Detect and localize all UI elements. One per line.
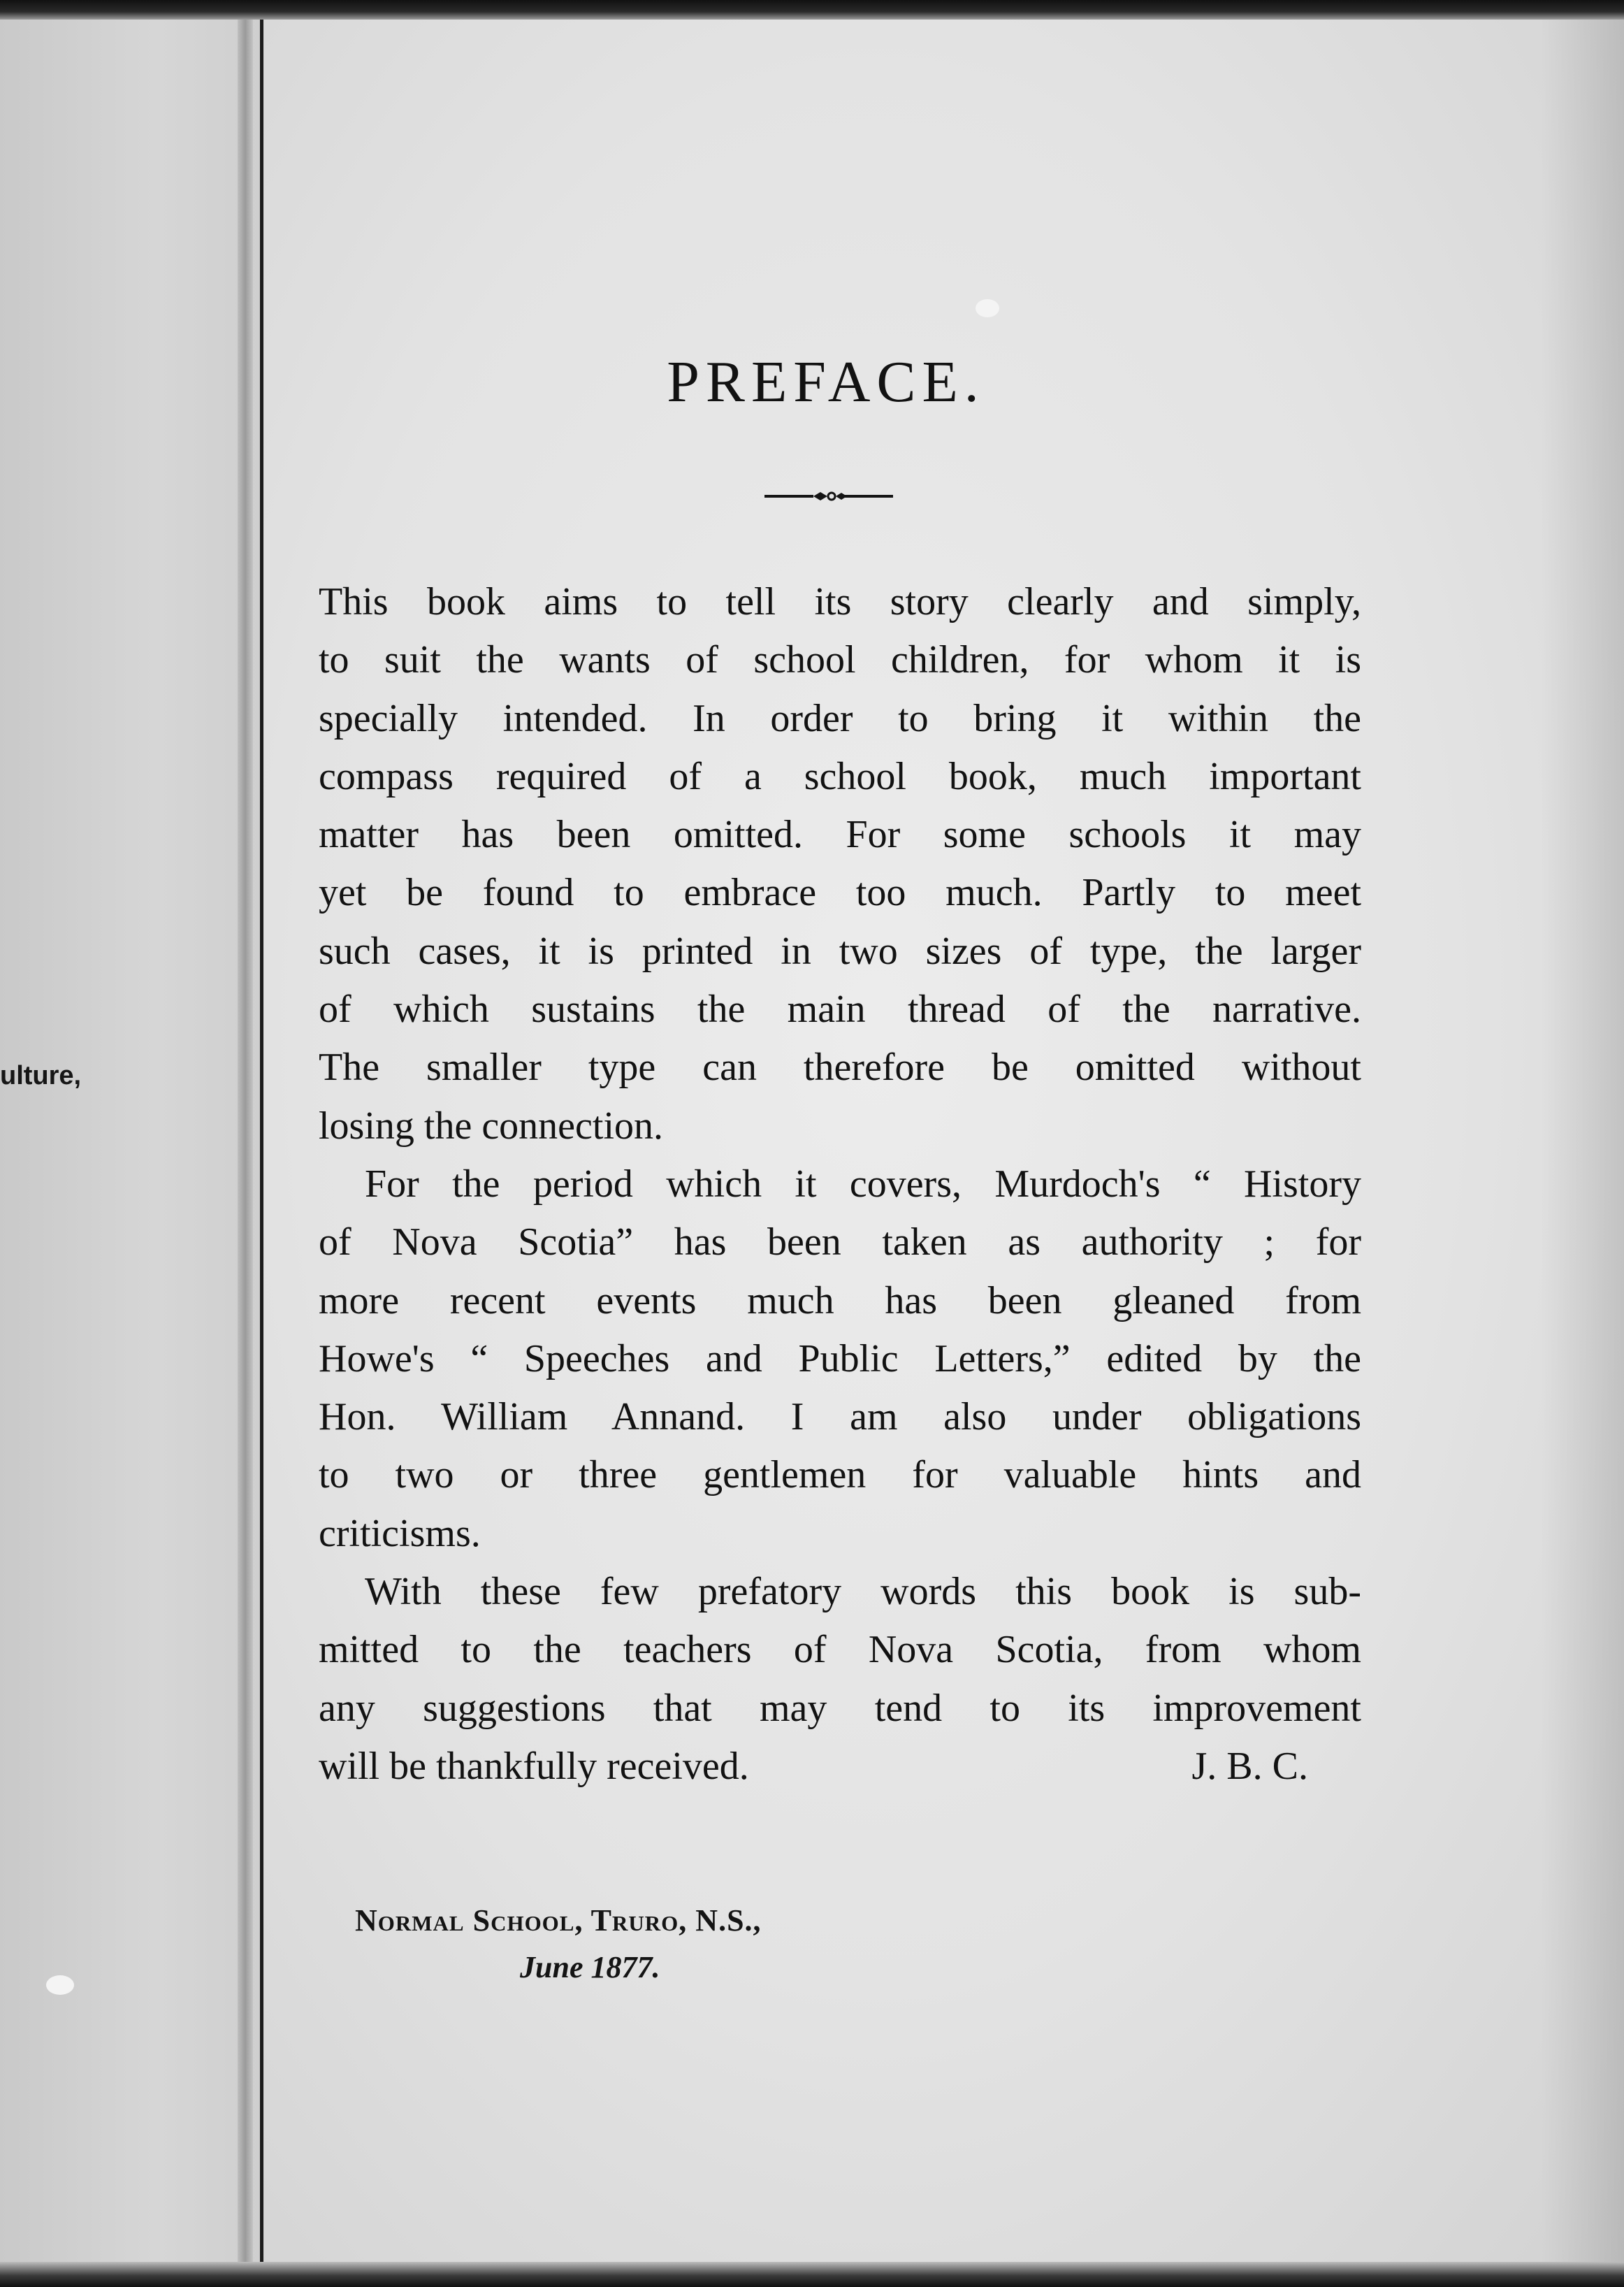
- text-line: This book aims to tell its story clearly and simply,: [319, 580, 1361, 623]
- text-line: of which sustains the main thread of the narrative.: [319, 988, 1361, 1032]
- text-line: specially intended. In order to bring it within the: [319, 696, 1361, 740]
- title-ornament-rule: [764, 489, 893, 503]
- top-scan-border: [0, 0, 1624, 20]
- text-line: any suggestions that may tend to its improvement: [319, 1686, 1361, 1730]
- closing-line: [319, 1738, 1361, 1796]
- preface-body: [319, 573, 1361, 1796]
- paragraph-2: [319, 1155, 1361, 1563]
- text-line: matter has been omitted. For some schools it may: [319, 813, 1361, 857]
- text-line: mitted to the teachers of Nova Scotia, from whom: [319, 1628, 1361, 1672]
- text-line: For the period which it covers, Murdoch's “ History: [365, 1162, 1361, 1206]
- page-title: PREFACE.: [667, 349, 985, 414]
- text-line: Hon. William Annand. I am also under obligations: [319, 1395, 1361, 1439]
- text-line: The smaller type can therefore be omitted without: [319, 1046, 1361, 1090]
- text-line: to suit the wants of school children, for whom it is: [319, 638, 1361, 682]
- text-line: of Nova Scotia” has been taken as authority ; for: [319, 1220, 1361, 1264]
- text-line: compass required of a school book, much important: [319, 754, 1361, 798]
- dateline-place: Normal School, Truro, N.S.,: [355, 1903, 762, 1938]
- text-line: will be thankfully received.: [319, 1744, 749, 1788]
- dateline: [355, 1903, 762, 1985]
- bottom-scan-border: [0, 2262, 1624, 2287]
- text-line: Howe's “ Speeches and Public Letters,” edited by the: [319, 1336, 1361, 1380]
- paragraph-3: [319, 1563, 1361, 1796]
- dateline-date: June 1877.: [520, 1950, 660, 1984]
- text-line: more recent events much has been gleaned from: [319, 1278, 1361, 1322]
- author-initials: J. B. C.: [1191, 1744, 1308, 1788]
- paragraph-1: [319, 573, 1361, 1155]
- left-page-text-fragment: ulture,: [0, 1061, 82, 1090]
- text-line: to two or three gentlemen for valuable hints and: [319, 1453, 1361, 1497]
- paper-speck: [976, 299, 999, 317]
- paper-speck: [46, 1975, 74, 1995]
- text-line: criticisms.: [319, 1511, 481, 1555]
- text-line: With these few prefatory words this book is sub-: [365, 1570, 1361, 1614]
- text-line: yet be found to embrace too much. Partly to meet: [319, 871, 1361, 915]
- text-line: losing the connection.: [319, 1104, 664, 1148]
- text-line: such cases, it is printed in two sizes of type, the larger: [319, 929, 1361, 973]
